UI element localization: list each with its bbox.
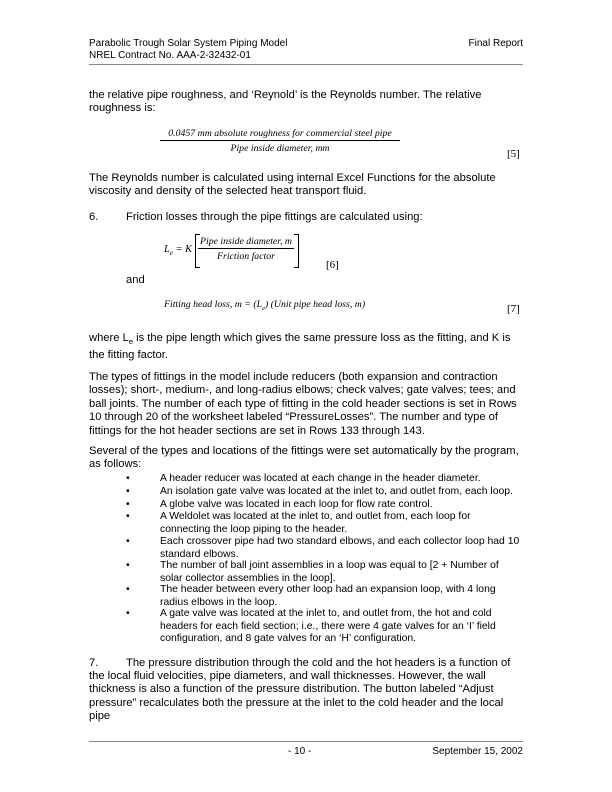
- equation-6-number: [6]: [326, 259, 339, 271]
- equation-6-lhs-sub: e: [169, 249, 173, 258]
- para3-sub: e: [128, 337, 133, 347]
- item-6-number: 6.: [89, 211, 99, 223]
- paragraph-where-le: [89, 332, 519, 362]
- item-7-number: 7.: [89, 657, 99, 669]
- equation-6-rhs-prefix: = K: [175, 244, 193, 255]
- list-item-text: The header between every other loop had an expansion loop, with 4 long radius elbows in the loop.: [160, 584, 496, 608]
- equation-7: [164, 299, 365, 312]
- bullet-dot: •: [126, 511, 130, 522]
- equation-6-lhs: [164, 244, 192, 257]
- equation-5-denominator: Pipe inside diameter, mm: [230, 143, 330, 154]
- paragraph-automatic-fittings: Several of the types and locations of the fittings were set automatically by the program, as follows:: [89, 445, 519, 471]
- equation-5-numerator: 0.0457 mm absolute roughness for commercial steel pipe: [160, 128, 400, 141]
- item-7-text: The pressure distribution through the cold and the hot headers is a function of: [126, 657, 511, 669]
- list-item-text: The number of ball joint assemblies in a loop was equal to [2 + Number of solar collector assemblies in the loop].: [160, 560, 499, 584]
- equation-6-denominator: Friction factor: [217, 251, 275, 262]
- para3-after: is the pipe length which gives the same pressure loss as the fitting, and K is the fitting factor.: [89, 332, 511, 361]
- item-7-continuation: the local fluid velocities, pipe diameters, and wall thicknesses. However, the wall thickness is also a function of the pressure distribution. The button labeled “Adjust pressure” recalculates both the pressure at the inlet to the cold header and the local pipe: [89, 670, 504, 723]
- header-report-type: Final Report: [468, 38, 523, 49]
- equation-7-sub: e: [262, 304, 265, 312]
- list-item-text: A globe valve was located in each loop for flow rate control.: [160, 499, 433, 510]
- equation-7-text-after: ) (Unit pipe head loss, m): [264, 299, 366, 310]
- equation-7-text-before: Fitting head loss, m = (L: [164, 299, 263, 310]
- equation-7-number: [7]: [507, 303, 520, 315]
- list-item-text: A gate valve was located at the inlet to, and outlet from, the hot and cold headers for each field section; i.e., there were 4 gate valves for an ‘I’ field configuration, and 8 gate valves for an ‘H’ configuration.: [160, 608, 496, 645]
- paragraph-fitting-types: The types of fittings in the model include reducers (both expansion and contraction losses); short-, medium-, and long-radius elbows; check valves; gate valves; tees; and ball joints. The number of each type of fitting in the cold header sections is set in Rows 10 through 20 of the worksheet labeled “PressureLosses”. The number and type of fittings for the hot header sections are set in Rows 133 through 143.: [89, 371, 517, 437]
- para3-before: where L: [89, 332, 129, 344]
- header-title: Parabolic Trough Solar System Piping Model: [89, 38, 288, 49]
- bullet-dot: •: [126, 499, 130, 510]
- bullet-dot: •: [126, 608, 130, 619]
- item-6-text: Friction losses through the pipe fittings are calculated using:: [126, 211, 423, 223]
- page-number: - 10 -: [288, 746, 312, 757]
- bullet-dot: •: [126, 560, 130, 571]
- equation-6-numerator: Pipe inside diameter, m: [198, 236, 294, 249]
- paragraph-reynolds: The Reynolds number is calculated using internal Excel Functions for the absolute viscosity and density of the selected heat transport fluid.: [89, 172, 496, 198]
- and-label: and: [126, 274, 145, 286]
- list-item-text: Each crossover pipe had two standard elbows, and each collector loop had 10 standard elbows.: [160, 536, 520, 560]
- footer-date: September 15, 2002: [432, 746, 523, 757]
- bullet-dot: •: [126, 486, 130, 497]
- bullet-dot: •: [126, 584, 130, 595]
- footer-rule: [89, 741, 523, 742]
- equation-5-number: [5]: [507, 148, 520, 160]
- equation-6-right-bracket: [294, 234, 299, 268]
- header-rule: [89, 64, 523, 65]
- equation-5: [160, 128, 400, 154]
- equation-6-fraction: [198, 236, 294, 262]
- list-item-text: A header reducer was located at each change in the header diameter.: [160, 473, 481, 484]
- list-item-text: An isolation gate valve was located at the inlet to, and outlet from, each loop.: [160, 486, 513, 497]
- list-item-text: A Weldolet was located at the inlet to, and outlet from, each loop for connecting the loop piping to the header.: [160, 511, 471, 535]
- bullet-dot: •: [126, 473, 130, 484]
- equation-6-lhs-var: L: [164, 244, 170, 255]
- header-contract: NREL Contract No. AAA-2-32432-01: [89, 50, 251, 61]
- bullet-dot: •: [126, 536, 130, 547]
- paragraph-relative-roughness: the relative pipe roughness, and ‘Reynold’ is the Reynolds number. The relative roughness is:: [89, 89, 482, 115]
